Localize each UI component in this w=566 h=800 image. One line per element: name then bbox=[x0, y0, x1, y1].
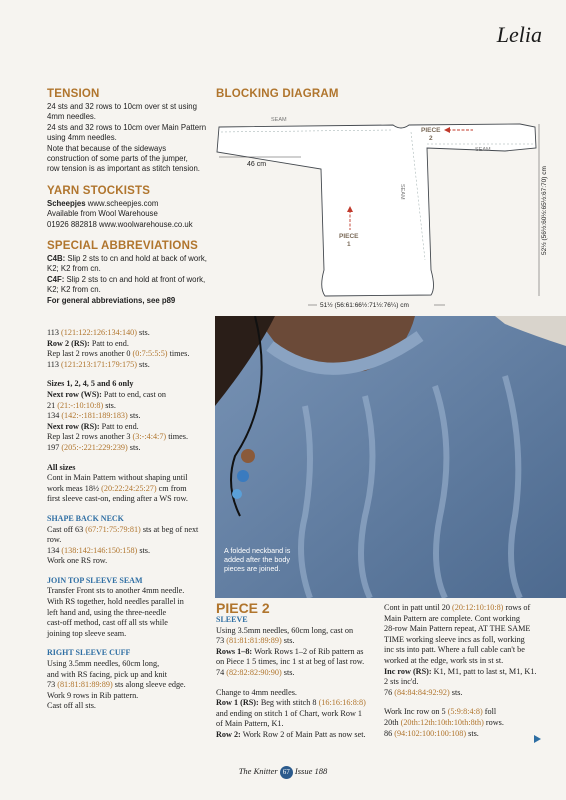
sleeve-heading: SLEEVE bbox=[216, 615, 248, 624]
piece1-label: PIECE bbox=[339, 233, 359, 240]
piece2-label: PIECE bbox=[421, 127, 441, 134]
piece1-number: 1 bbox=[347, 241, 351, 248]
tension-heading: TENSION bbox=[47, 88, 100, 100]
abbrev-heading: SPECIAL ABBREVIATIONS bbox=[47, 240, 198, 252]
page-number: 67 bbox=[280, 766, 293, 779]
dim-46-label: 46 cm bbox=[247, 161, 267, 168]
continue-arrow-icon bbox=[534, 735, 541, 743]
seam-label-left: SEAM bbox=[271, 117, 287, 123]
blocking-heading: BLOCKING DIAGRAM bbox=[216, 88, 339, 100]
right-sleeve-cuff-heading: RIGHT SLEEVE CUFF bbox=[47, 648, 131, 658]
seam-label-right: SEAM bbox=[475, 147, 491, 153]
join-top-sleeve-heading: JOIN TOP SLEEVE SEAM bbox=[47, 575, 143, 585]
piece2-text: SLEEVE Using 3.5mm needles, 60cm long, cast on 73 (81:81:81:89:89) sts. Rows 1–8: Work Rows 1–2 of Rib pattern as on Piece 1 5 times, inc 1 st at beg of last row. 74 (82:82:82:90:90) sts. Change to 4mm needles. Row 1 (RS): Beg with stitch 8 (16:16:16:8:8) and ending on stitch 1 of Chart, work Row 1 of Main Pattern, K1. Row 2: Work Row 2 of Main Patt as now set. bbox=[216, 615, 376, 741]
page-title: Lelia bbox=[496, 22, 542, 47]
tension-text: 24 sts and 32 rows to 10cm over st st using 4mm needles. 24 sts and 32 rows to 10cm over Main Pattern using 4mm needles. Note that because of the sideways construction of some parts of the jumper, row tension is as important as stitch tension. bbox=[47, 102, 207, 174]
dim-bottom-label: 51½ (56:61:66½:71½:76¼) cm bbox=[320, 302, 409, 309]
right-column-text: Cont in patt until 20 (20:12:10:10:8) rows of Main Pattern are complete. Cont working 28-row Main Pattern repeat, AT THE SAME TIME working sleeve incs as foll, working inc sts into patt. Where a full cable can't be worked at the edge, work sts in st st. Inc row (RS): K1, M1, patt to last st, M1, K1. 2 sts inc'd. 76 (84:84:84:92:92) sts. Work Inc row on 5 (5:9:8:4:8) foll 20th (20th:12th:10th:10th:8th) rows. 86 (94:102:100:100:108) sts. bbox=[384, 603, 537, 738]
dim-height-label: 52½ (56½:60½:65½:67:70) cm bbox=[541, 166, 548, 255]
piece2-number: 2 bbox=[429, 135, 433, 142]
left-column-text: 113 (121:122:126:134:140) sts. Row 2 (RS): Patt to end. Rep last 2 rows another 0 (0:7:5:5:5) times. 113 (121:213:171:179:175) sts. Sizes 1, 2, 4, 5 and 6 only Next row (WS): Patt to end, cast on 21 (21:-:10:10:8) sts. 134 (142:-:181:189:183) sts. Next row (RS): Patt to end. Rep last 2 rows another 3 (3:-:4:4:7) times. 197 (205:-:221:229:239) sts. All sizes Cont in Main Pattern without shaping until work meas 18½ (20:22:24:25:27) cm from first sleeve cast-on, ending after a WS row. SHAPE BACK NECK Cast off 63 (67:71:75:79:81) sts at beg of next row. 134 (138:142:146:150:158) sts. Work one RS row. JOIN TOP SLEEVE SEAM Transfer Front sts to another 4mm needle. With RS together, hold needles parallel in left hand and, using the three-needle cast-off method, cast off all sts while joining top sleeve seam. RIGHT SLEEVE CUFF Using 3.5mm needles, 60cm long, and with RS facing, pick up and knit 73 (81:81:81:89:89) sts along sleeve edge. Work 9 rows in Rib pattern. Cast off all sts. bbox=[47, 328, 215, 712]
photo-caption: A folded neckband is added after the body pieces are joined. bbox=[224, 546, 291, 573]
yarn-text: Scheepjes www.scheepjes.com Available from Wool Warehouse 01926 882818 www.woolwarehouse.co.uk bbox=[47, 199, 193, 229]
piece2-heading: PIECE 2 bbox=[216, 600, 270, 616]
yarn-heading: YARN STOCKISTS bbox=[47, 185, 151, 197]
blocking-diagram bbox=[205, 100, 555, 315]
seam-label-mid: SEAM bbox=[399, 184, 405, 200]
page-footer: The Knitter 67 Issue 188 bbox=[0, 766, 566, 779]
shape-back-neck-heading: SHAPE BACK NECK bbox=[47, 513, 124, 523]
abbrev-text: C4B: Slip 2 sts to cn and hold at back of work, K2; K2 from cn. C4F: Slip 2 sts to cn and hold at front of work, K2; K2 from cn. For general abbreviations, see p89 bbox=[47, 254, 207, 305]
